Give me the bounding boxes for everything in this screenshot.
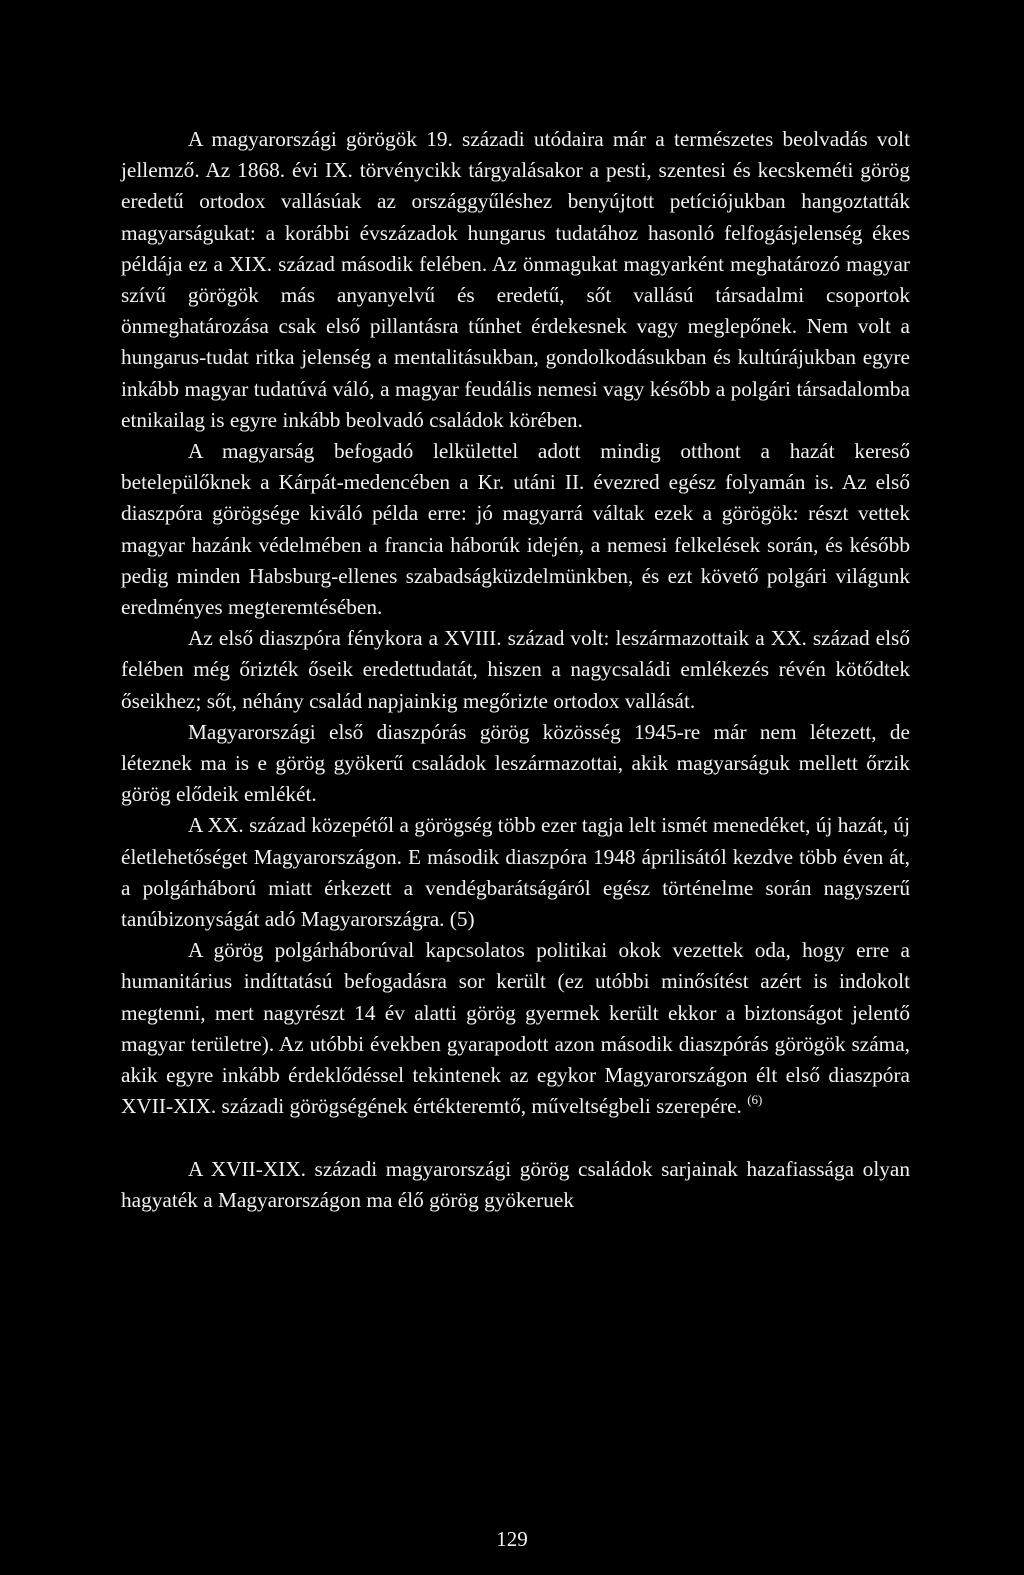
paragraph-text: A görög polgárháborúval kapcsolatos politikai okok vezettek oda, hogy erre a humanitárius indíttatású befogadásra sor került (ez utóbbi minősítést azért is indokolt megtenni, mert nagyrészt 14 év alatti görög gyermek került ekkor a biztonságot jelentő magyar területre). Az utóbbi években gyarapodott azon második diaszpórás görögök száma, akik egyre inkább érdeklődéssel tekintenek az egykor Magyarországon élt első diaszpóra XVII-XIX. századi görögségének értékteremtő, műveltségbeli szerepére. bbox=[121, 938, 910, 1119]
paragraph: Az első diaszpóra fénykora a XVIII. század volt: leszármazottaik a XX. század első felében még őrizték őseik eredettudatát, hiszen a nagycsaládi emlékezés révén kötődtek őseikhez; sőt, néhány család napjainkig megőrizte ortodox vallását. bbox=[121, 626, 910, 713]
paragraph bbox=[121, 935, 910, 1122]
paragraph: A XVII-XIX. századi magyarországi görög családok sarjainak hazafiassága olyan hagyaték a Magyarországon ma élő görög gyökeruek bbox=[121, 1156, 910, 1212]
page-number: 129 bbox=[496, 1527, 528, 1551]
paragraph: A XX. század közepétől a görögség több ezer tagja lelt ismét menedéket, új hazát, új életlehetőséget Magyarországon. E második diaszpóra 1948 áprilisától kezdve több éven át, a polgárháború miatt érkezett a vendégbarátságáról egész történelme során nagyszerű tanúbizonyságát adó Magyarországra. (5) bbox=[121, 813, 910, 932]
paragraph: Magyarországi első diaszpórás görög közösség 1945-re már nem létezett, de léteznek ma is e görög gyökerű családok leszármazottai, akik magyarságuk mellett őrzik görög elődeik emlékét. bbox=[121, 719, 910, 807]
paragraph: A magyarországi görögök 19. századi utódaira már a természetes beolvadás volt jellemző. Az 1868. évi IX. törvénycikk tárgyalásakor a pesti, szentesi és kecskeméti görög eredetű ortodox vallásúak az országgyűléshez benyújtott petíciójukban hangoztatták magyarságukat: a korábbi évszázadok hungarus tudatához hasonló felfogásjelenség ékes példája ez a XIX. század második felében. Az önmagukat magyarként meghatározó magyar szívű görögök más anyanyelvű és eredetű, sőt vallású társadalmi csoportok önmeghatározása csak első pillantásra tűnhet érdekesnek vagy meglepőnek. Nem volt a hungarus-tudat ritka jelenség a mentalitásukban, gondolkodásukban és kultúrájukban egyre inkább magyar tudatúvá váló, a magyar feudális nemesi vagy később a polgári társadalomba etnikailag is egyre inkább beolvadó családok körében. bbox=[121, 127, 910, 432]
footnote-reference: (6) bbox=[747, 1092, 763, 1108]
body-text bbox=[121, 124, 910, 1216]
paragraph: A magyarság befogadó lelkülettel adott mindig otthont a hazát kereső betelepülőknek a Kárpát-medencében a Kr. utáni II. évezred egész folyamán is. Az első diaszpóra görögsége kiváló példa erre: jó magyarrá váltak ezek a görögök: részt vettek magyar hazánk védelmében a francia háborúk idején, a nemesi felkelések során, és később pedig minden Habsburg-ellenes szabadságküzdelmünkben, és ezt követő polgári világunk eredményes megteremtésében. bbox=[121, 439, 910, 620]
